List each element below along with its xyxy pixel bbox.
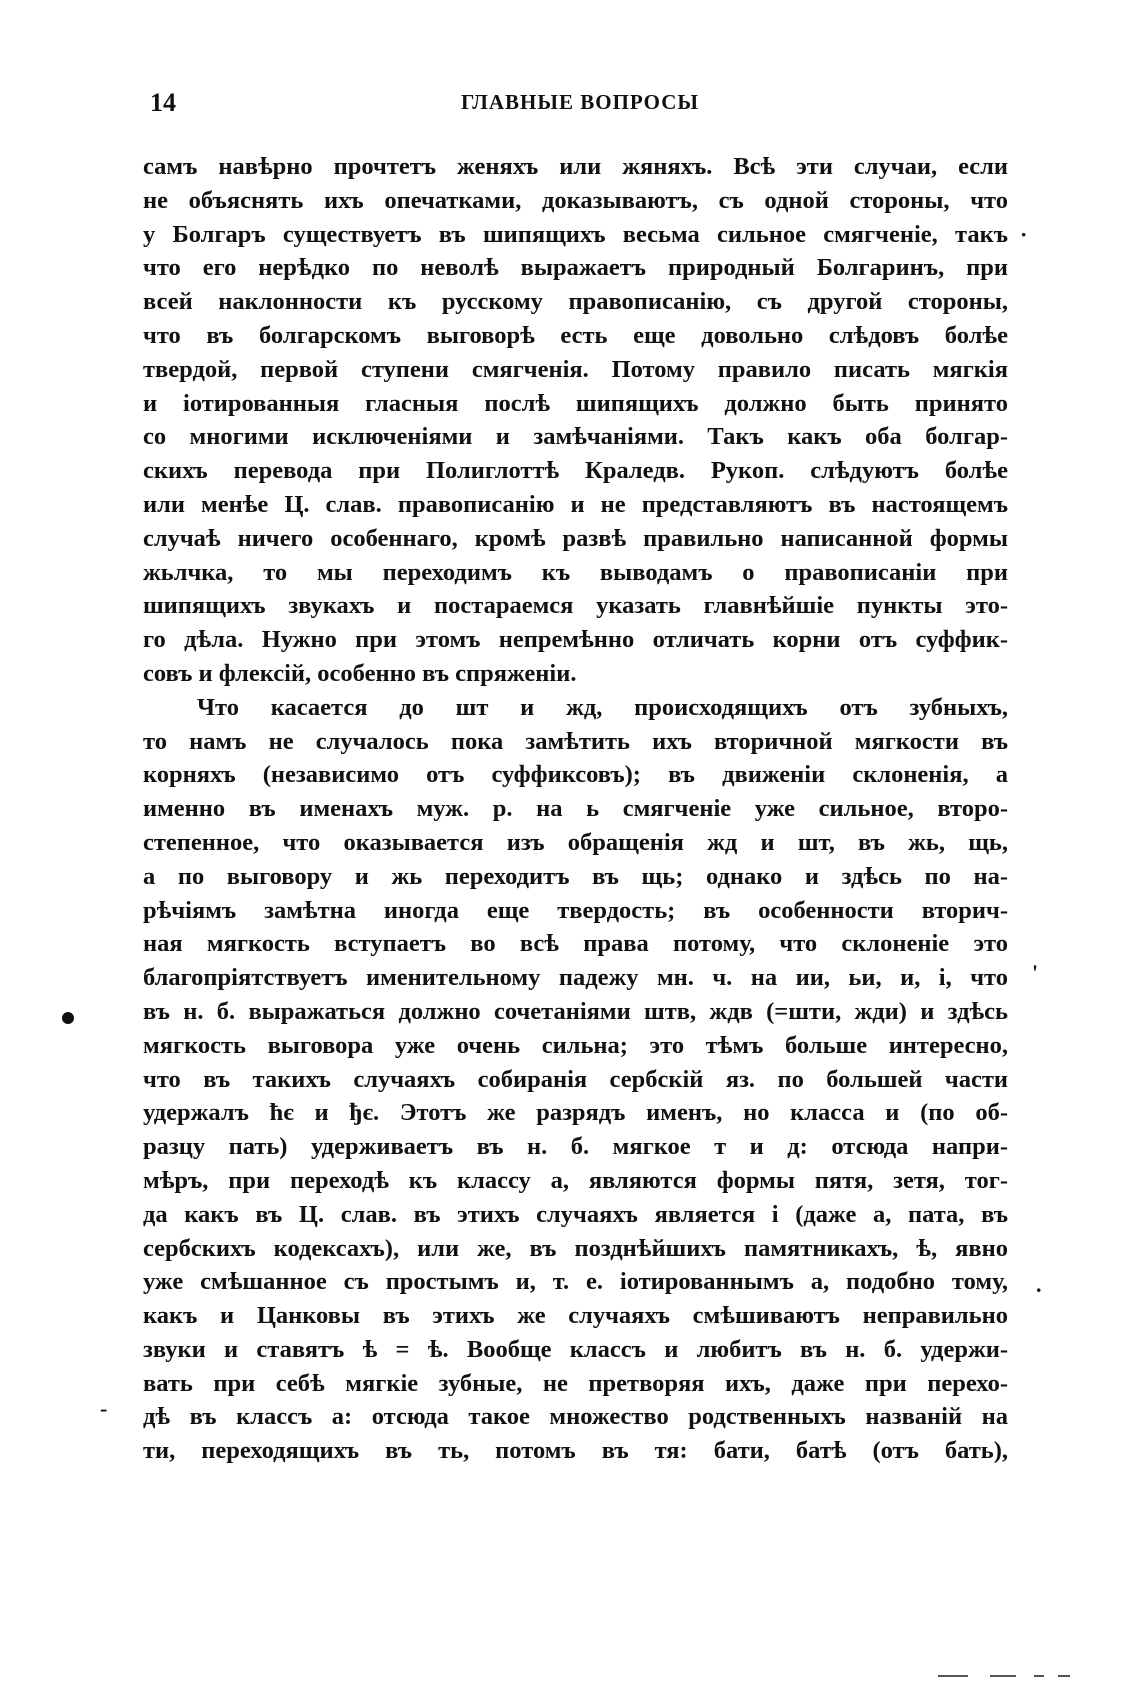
body-text xyxy=(143,150,1008,1468)
margin-mark: · xyxy=(1020,222,1028,247)
text-line: вать при себѣ мягкіе зубные, не претворяя ихъ, даже при перехо- xyxy=(143,1369,1008,1397)
text-line: и іотированныя гласныя послѣ шипящихъ должно быть принято xyxy=(143,389,1008,417)
text-line: у Болгаръ существуетъ въ шипящихъ весьма сильное смягченіе, такъ xyxy=(143,220,1008,248)
page-number: 14 xyxy=(150,88,176,117)
text-line: да какъ въ Ц. слав. въ этихъ случаяхъ является і (даже а, пата, въ xyxy=(143,1200,1008,1228)
scan-mark xyxy=(990,1675,1016,1677)
text-line: со многими исключеніями и замѣчаніями. Такъ какъ оба болгар- xyxy=(143,423,1008,451)
text-line: шипящихъ звукахъ и постараемся указать главнѣйшіе пункты это- xyxy=(143,592,1008,620)
text-line: дѣ въ классъ а: отсюда такое множество родственныхъ названій на xyxy=(143,1403,1008,1431)
scan-mark xyxy=(938,1675,968,1677)
text-line: го дѣла. Нужно при этомъ непремѣнно отличать корни отъ суффик- xyxy=(143,626,1008,654)
margin-mark: . xyxy=(1036,1272,1042,1297)
text-line: степенное, что оказывается изъ обращенія жд и шт, въ жь, щь, xyxy=(143,828,1008,856)
text-line: или менѣе Ц. слав. правописанію и не представляютъ въ настоящемъ xyxy=(143,490,1008,518)
scan-mark xyxy=(1058,1675,1070,1677)
text-line: какъ и Цанковы въ этихъ же случаяхъ смѣшиваютъ неправильно xyxy=(143,1302,1008,1330)
text-line: мягкость выговора уже очень сильна; это тѣмъ больше интересно, xyxy=(143,1031,1008,1059)
text-line: мѣръ, при переходѣ къ классу а, являются формы пятя, зетя, тог- xyxy=(143,1166,1008,1194)
margin-dot xyxy=(62,1012,74,1024)
text-line: то намъ не случалось пока замѣтить ихъ вторичной мягкости въ xyxy=(143,727,1008,755)
text-line: не объяснять ихъ опечатками, доказываютъ, съ одной стороны, что xyxy=(143,186,1008,214)
text-line: совъ и флексій, особенно въ спряженіи. xyxy=(143,659,577,687)
text-line: что его нерѣдко по неволѣ выражаетъ природный Болгаринъ, при xyxy=(143,254,1008,282)
running-title: ГЛАВНЫЕ ВОПРОСЫ xyxy=(461,90,699,114)
text-line: самъ навѣрно прочтетъ женяхъ или жяняхъ. Всѣ эти случаи, если xyxy=(143,153,1008,180)
text-line: всей наклонности къ русскому правописанію, съ другой стороны, xyxy=(143,288,1008,316)
paragraph-first-line: Что касается до шт и жд, происходящихъ отъ зубныхъ, xyxy=(197,693,1008,721)
text-line: а по выговору и жь переходитъ въ щь; однако и здѣсь по на- xyxy=(143,862,1008,890)
text-line: скихъ перевода при Полиглоттѣ Краледв. Рукоп. слѣдуютъ болѣе xyxy=(143,457,1008,485)
text-line: уже смѣшанное съ простымъ и, т. е. іотированнымъ а, подобно тому, xyxy=(143,1268,1008,1296)
text-line: благопріятствуетъ именительному падежу мн. ч. на ии, ьи, и, і, что xyxy=(143,964,1008,992)
text-line: звуки и ставятъ ѣ = ѣ. Вообще классъ и любитъ въ н. б. удержи- xyxy=(143,1335,1008,1363)
margin-mark: ' xyxy=(1032,960,1039,985)
text-line: ти, переходящихъ въ ть, потомъ въ тя: бати, батѣ (отъ бать), xyxy=(143,1437,1008,1465)
text-line: именно въ именахъ муж. р. на ь смягченіе уже сильное, второ- xyxy=(143,795,1008,823)
text-line: случаѣ ничего особеннаго, кромѣ развѣ правильно написанной формы xyxy=(143,524,1008,552)
text-line: разцу пать) удерживаетъ въ н. б. мягкое т и д: отсюда напри- xyxy=(143,1133,1008,1161)
margin-mark: - xyxy=(100,1396,108,1421)
text-line: что въ болгарскомъ выговорѣ есть еще довольно слѣдовъ болѣе xyxy=(143,321,1008,349)
text-line: удержалъ ћє и ђє. Этотъ же разрядъ именъ, но класса и (по об- xyxy=(143,1099,1008,1127)
text-line: ная мягкость вступаетъ во всѣ права потому, что склоненіе это xyxy=(143,930,1008,958)
text-line: въ н. б. выражаться должно сочетаніями штв, ждв (=шти, жди) и здѣсь xyxy=(143,997,1008,1025)
text-line: что въ такихъ случаяхъ собиранія сербскій яз. по большей части xyxy=(143,1065,1008,1093)
text-line: жьлчка, то мы переходимъ къ выводамъ о правописаніи при xyxy=(143,558,1008,586)
text-line: рѣчіямъ замѣтна иногда еще твердость; въ особенности вторич- xyxy=(143,896,1008,924)
scan-mark xyxy=(1034,1675,1044,1677)
text-line: корняхъ (независимо отъ суффиксовъ); въ движеніи склоненія, а xyxy=(143,761,1008,789)
text-line: сербскихъ кодексахъ), или же, въ позднѣйшихъ памятникахъ, ѣ, явно xyxy=(143,1234,1008,1262)
text-line: твердой, первой ступени смягченія. Потому правило писать мягкія xyxy=(143,355,1008,383)
page-header xyxy=(150,88,1010,124)
